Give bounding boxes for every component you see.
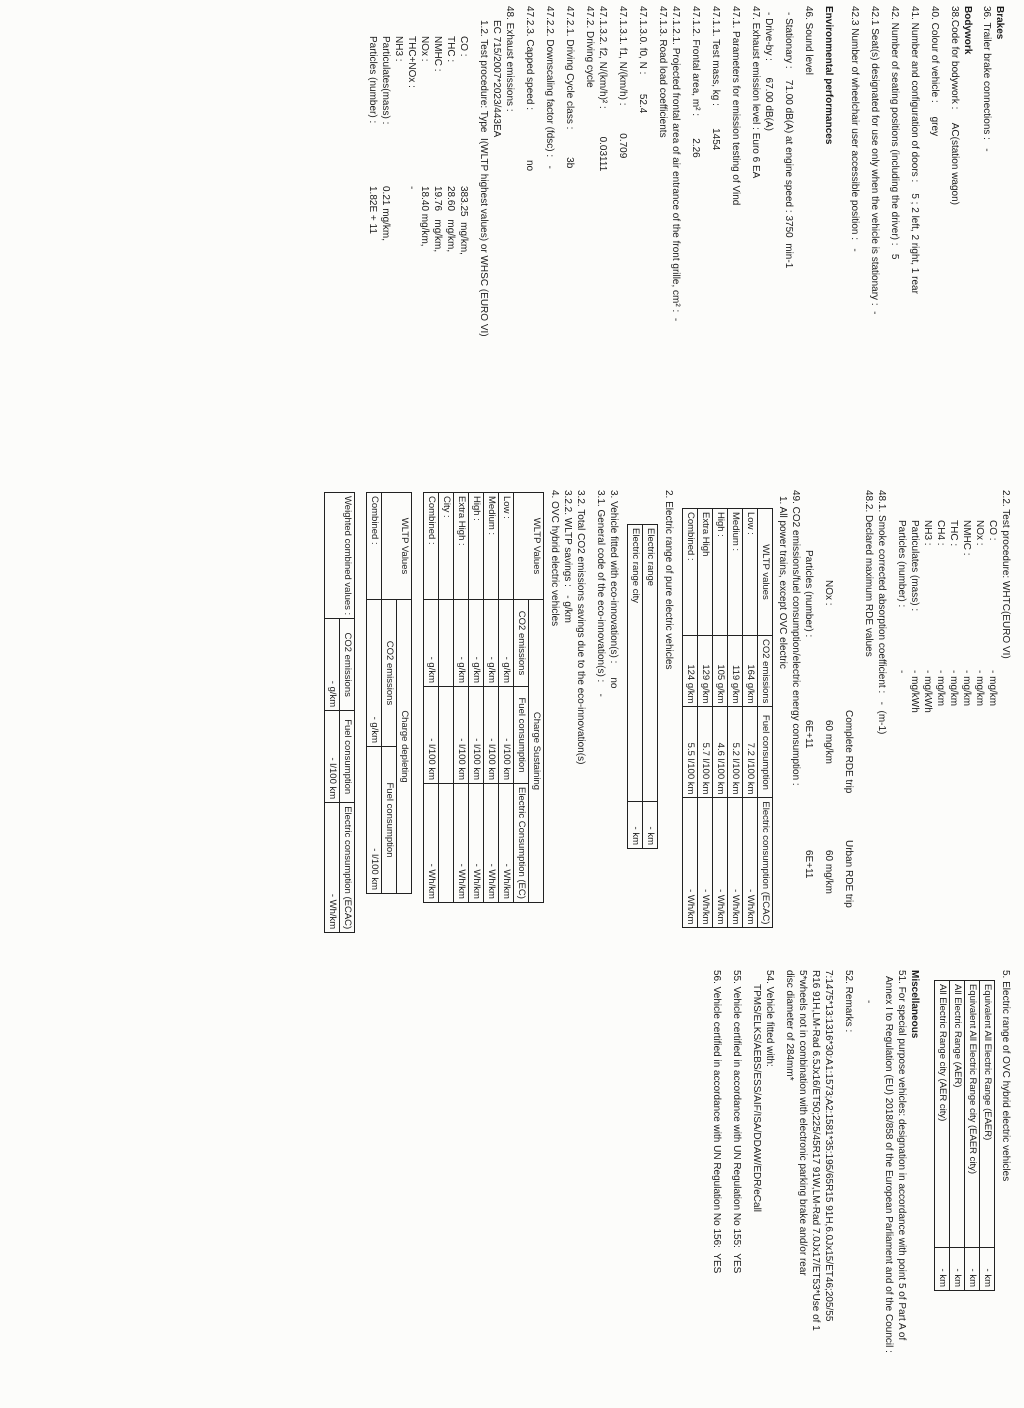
exhaust-emission-level: 47. Exhaust emission level : Euro 6 EA: [750, 6, 761, 179]
table-row: Electric range - km: [643, 525, 658, 849]
table-row: Equivalent All Electric Range (EAER) - km: [980, 981, 995, 1291]
sound-level: 46. Sound level: [803, 6, 814, 75]
table-header-row: [758, 509, 773, 928]
charge-sustaining-table: [423, 492, 544, 903]
driving-cycle-class: 47.2.1. Driving Cycle class : 3b: [564, 6, 575, 169]
table-header-cell: CO2 emissions: [758, 636, 773, 707]
whtc-row: CO : - mg/km: [987, 520, 998, 707]
special-purpose-cont: Annex I to Regulation (EU) 2018/858 of the European Parliament and of the Council :: [883, 976, 894, 1353]
column-middle: [12, 490, 1012, 960]
emission-row: Particulates(mass) : 0.21 mg/km,: [380, 36, 391, 242]
table-header-cell: WLTP Values: [382, 493, 412, 600]
special-purpose: 51. For special purpose vehicles: designation in accordance with point 5 of Part A of: [896, 970, 907, 1341]
table-row: Equivalent All Electric Range city (EAER city) - km: [965, 981, 980, 1291]
emission-row: Particles (number) : 1.82E + 11: [367, 36, 378, 234]
table-header-cell: CO2 emissions: [340, 619, 355, 711]
wltp-savings: 3.2.2. WLTP savings : - g/km: [562, 490, 573, 624]
downscaling-factor: 47.2.2. Downscaling factor (fdsc) : -: [544, 6, 555, 169]
charge-depleting-table: [366, 492, 412, 894]
capped-speed: 47.2.3. Capped speed : no: [524, 6, 535, 172]
sound-stationary: - Stationary : 71.00 dB(A) at engine speed : 3750 min-1: [783, 12, 794, 269]
emission-row: THC+NOx : -: [406, 36, 417, 190]
emission-row: NMHC : 19.76 mg/km,: [432, 36, 443, 253]
emission-row: NH3 :: [393, 36, 404, 62]
table-row: Medium : 119 g/km 5.2 l/100 km - Wh/km: [728, 509, 743, 928]
weighted-combined-table: [324, 492, 355, 933]
remarks-title: 52. Remarks :: [843, 970, 854, 1033]
table-row: Extra High : - g/km - l/100 km - Wh/km: [454, 493, 469, 903]
table-row: All Electric Range (AER) - km: [950, 981, 965, 1291]
bodywork-code: 38.Code for bodywork : AC(station wagon): [949, 6, 960, 205]
road-load-coefficients: 47.1.3. Road load coefficients: [657, 6, 668, 138]
table-header-cell: Electric Consumption (EC): [514, 784, 529, 903]
rde-header: [842, 490, 855, 960]
whtc-row: Particles (number) : -: [896, 520, 907, 674]
special-purpose-value: -: [863, 1000, 874, 1004]
all-power-trains: 1. All power trains, except OVC electric: [777, 496, 788, 669]
table-header-row: [397, 493, 412, 894]
table-group-header: Charge Sustaining: [529, 600, 544, 903]
table-row: Electric range city - km: [628, 525, 643, 849]
table-row: Extra High 129 g/km 5.7 l/100 km - Wh/km: [698, 509, 713, 928]
table-row: Combined : 124 g/km 5.5 l/100 km - Wh/km: [683, 509, 698, 928]
table-header-row: [340, 493, 355, 933]
ovc-hybrid-title: 4. OVC hybrid electric vehicles: [549, 490, 560, 627]
whtc-row: THC : - mg/km: [948, 520, 959, 707]
table-header-row: [529, 493, 544, 903]
table-row: Low : - g/km - l/100 km - Wh/km: [499, 493, 514, 903]
weighted-label: Weighted combined values :: [325, 493, 355, 619]
table-header-cell: Fuel consumption: [514, 687, 529, 784]
trailer-brake-connections: 36. Trailer brake connections : -: [981, 6, 992, 152]
regulation-reference: EC 715/2007*2023/443EA: [491, 20, 502, 138]
remarks-line: disc diameter of 284mm*: [784, 970, 795, 1081]
pure-ev-range-table: [627, 524, 658, 849]
doors-configuration: 41. Number and configuration of doors : 5 ; 2 left, 2 right, 1 rear: [909, 6, 920, 294]
table-row: High : 105 g/km 4.6 l/100 km - Wh/km: [713, 509, 728, 928]
declared-rde-title: 48.2. Declared maximum RDE values: [863, 490, 874, 657]
table-header-cell: Fuel consumption: [382, 747, 397, 894]
table-group-header: Charge depleting: [397, 600, 412, 894]
wltp-values-table: [682, 508, 773, 928]
table-header-cell: Electric consumption (ECAC): [758, 798, 773, 928]
coefficient-f0: 47.1.3.0. f0, N : 52.4: [637, 6, 648, 114]
test-procedure-type1: 1.2. Test procedure: Type I(WLTP highest values) or WHSC (EURO VI): [478, 20, 489, 337]
table-row: Combined : - g/km - l/100 km - Wh/km: [424, 493, 439, 903]
ovc-range-title: 5. Electric range of OVC hybrid electric vehicles: [1000, 970, 1011, 1182]
eco-innovation: 3. Vehicle fitted with eco-innovation(s) : no: [608, 490, 619, 689]
fitted-systems: TPMS/ELKS/AEBS/ESS/AIF/ISA/DDAW/EDR/eCall: [751, 984, 762, 1213]
table-row: Low : 164 g/km 7.2 l/100 km - Wh/km: [743, 509, 758, 928]
column-left: [12, 6, 1012, 476]
section-environmental: Environmental performances: [823, 6, 834, 145]
pure-ev-range-title: 2. Electric range of pure electric vehicles: [663, 490, 674, 670]
remarks-line: 7:1475*13:1316*30:A1:1573;A2:1581*35:195/65R15 91H,6.0Jx15/ET46;205/55: [823, 970, 834, 1322]
exhaust-emissions: 48. Exhaust emissions :: [504, 6, 515, 112]
table-header-cell: WLTP Values: [514, 493, 544, 600]
whtc-row: NMHC : - mg/km: [961, 520, 972, 707]
frontal-area: 47.1.2. Frontal area, m² : 2.26: [690, 6, 701, 158]
whtc-row: Particulates (mass) : - mg/kWh: [909, 520, 920, 713]
section-bodywork: Bodywork: [962, 6, 973, 55]
un-regulation-156: 56. Vehicle certified in accordance with UN Regulation No 156: YES: [711, 970, 722, 1274]
remarks-line: 5*wheels not in combination with electronic parking brake and/or rear: [797, 970, 808, 1276]
eco-innovation-code: 3.1. General code of the eco-innovation(s) : -: [595, 490, 606, 697]
coefficient-f2: 47.1.3.2. f2, N/(km/h)² : 0.03111: [597, 6, 608, 172]
driving-cycle: 47.2. Driving cycle: [584, 6, 595, 88]
remarks-line: R16 91H,LM-Rad 6.5Jx16/ET50;225/45R17 91W,LM-Rad 7.0Jx17/ET53*Use of 1: [810, 970, 821, 1331]
emission-row: THC : 28.60 mg/km,: [445, 36, 456, 253]
whtc-procedure-title: 2.2. Test procedure: WHTC(EURO VI): [1000, 490, 1011, 659]
rde-urban-heading: Urban RDE trip: [843, 840, 854, 908]
table-header-cell: Fuel consumption: [340, 711, 355, 803]
whtc-row: NOx : - mg/km: [974, 520, 985, 707]
sound-driveby: - Drive-by : 67.00 dB(A): [763, 12, 774, 131]
seats-stationary: 42.1 Seat(s) designated for use only when the vehicle is stationary : -: [869, 6, 880, 315]
whtc-row: CH4 : - mg/km: [935, 520, 946, 707]
table-row: High : - g/km - l/100 km - Wh/km: [469, 493, 484, 903]
column-right: [12, 970, 1012, 1400]
un-regulation-155: 55. Vehicle certified in accordance with UN Regulation No 155: YES: [731, 970, 742, 1274]
test-mass: 47.1.1. Test mass, kg : 1454: [710, 6, 721, 151]
table-header-cell: Electric consumption (ECAC): [340, 803, 355, 933]
section-miscellaneous: Miscellaneous: [909, 970, 920, 1039]
rde-complete-heading: Complete RDE trip: [843, 710, 854, 794]
coefficient-f1: 47.1.3.1. f1, N/(km/h) : 0.709: [617, 6, 628, 159]
table-row: Medium : - g/km - l/100 km - Wh/km: [484, 493, 499, 903]
seating-positions: 42. Number of seating positions (including the driver) : 5: [889, 6, 900, 260]
rde-nox-row: NOx : 60 mg/km 60 mg/km: [823, 580, 834, 894]
wheelchair-positions: 42.3 Number of wheelchair user accessible position : -: [849, 6, 860, 252]
table-row: All Electric Range city (AER city) - km: [935, 981, 950, 1291]
eco-innovation-savings: 3.2. Total CO2 emissions savings due to the eco-innovation(s): [575, 490, 586, 765]
table-row: - g/km - l/100 km - Wh/km: [325, 493, 340, 933]
vehicle-colour: 40. Colour of vehicle : grey: [929, 6, 940, 137]
table-header-cell: CO2 emissions: [382, 600, 397, 747]
table-header-cell: CO2 emissions: [514, 600, 529, 687]
emission-row: CO : 383.25 mg/km,: [458, 36, 469, 255]
table-row: City :: [439, 493, 454, 903]
rde-particles-row: Particles (number) : 6E+11 6E+11: [803, 550, 814, 879]
ovc-electric-range-table: [934, 980, 995, 1291]
whtc-row: NH3 : - mg/kWh: [922, 520, 933, 713]
table-row: Combined : - g/km - l/100 km: [367, 493, 382, 894]
rotated-document: [12, 0, 1012, 1408]
table-header-cell: Fuel consumption: [758, 707, 773, 798]
smoke-coefficient: 48.1. Smoke corrected absorption coefficient : - (m-1): [876, 490, 887, 735]
params-vind: 47.1. Parameters for emission testing of Vind: [730, 6, 741, 206]
projected-frontal-area: 47.1.2.1. Projected frontal area of air entrance of the front grille, cm² : -: [670, 6, 681, 322]
table-header-cell: WLTP values: [758, 509, 773, 636]
co2-title: 49. CO2 emissions/fuel consumption/electric energy consumption :: [790, 490, 801, 786]
fitted-with: 54. Vehicle fitted with:: [764, 970, 775, 1067]
emission-row: NOx : 18.40 mg/km,: [419, 36, 430, 247]
section-brakes: Brakes: [994, 6, 1005, 40]
